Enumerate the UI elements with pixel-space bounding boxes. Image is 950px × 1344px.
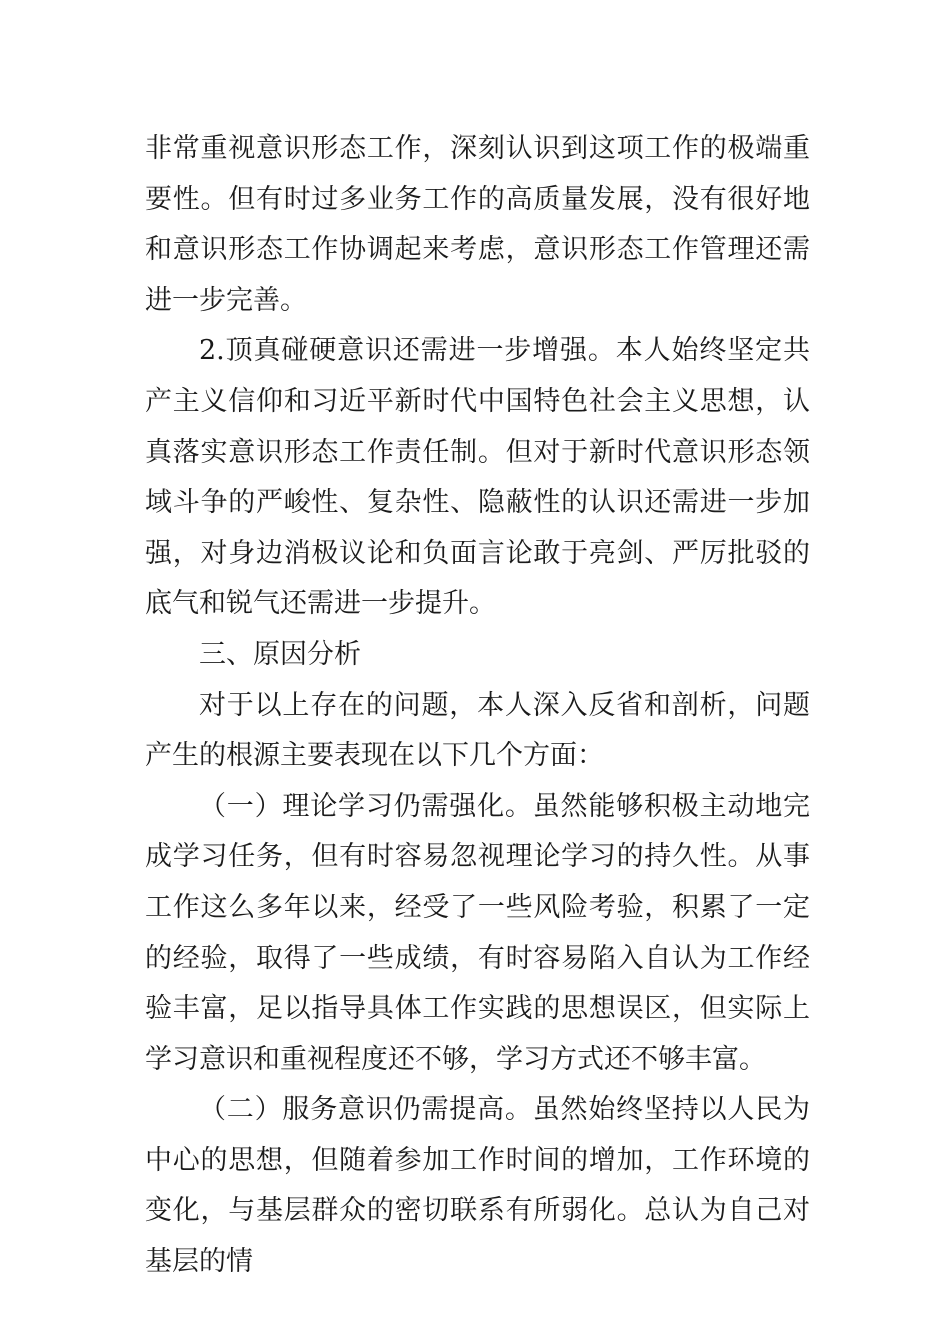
paragraph-continuation: 非常重视意识形态工作，深刻认识到这项工作的极端重要性。但有时过多业务工作的高质量发展，没有很好地和意识形态工作协调起来考虑，意识形态工作管理还需进一步完善。 — [145, 133, 810, 316]
paragraph-item-2: 2.顶真碰硬意识还需进一步增强。本人始终坚定共产主义信仰和习近平新时代中国特色社会主义思想，认真落实意识形态工作责任制。但对于新时代意识形态领域斗争的严峻性、复杂性、隐蔽性的认识还需进一步加强，对身边消极议论和负面言论敢于亮剑、严厉批驳的底气和锐气还需进一步提升。 — [145, 335, 810, 620]
paragraph-service-awareness: （二）服务意识仍需提高。虽然始终坚持以人民为中心的思想，但随着参加工作时间的增加，工作环境的变化，与基层群众的密切联系有所弱化。总认为自己对基层的情 — [145, 1094, 810, 1278]
document-body — [145, 124, 810, 1288]
paragraph-theory-study: （一）理论学习仍需强化。虽然能够积极主动地完成学习任务，但有时容易忽视理论学习的持久性。从事工作这么多年以来，经受了一些风险考验，积累了一定的经验，取得了一些成绩，有时容易陷入自认为工作经验丰富，足以指导具体工作实践的思想误区，但实际上学习意识和重视程度还不够，学习方式还不够丰富。 — [145, 790, 810, 1075]
section-heading-cause-analysis: 三、原因分析 — [199, 638, 361, 670]
paragraph-intro: 对于以上存在的问题，本人深入反省和剖析，问题产生的根源主要表现在以下几个方面： — [145, 689, 810, 772]
